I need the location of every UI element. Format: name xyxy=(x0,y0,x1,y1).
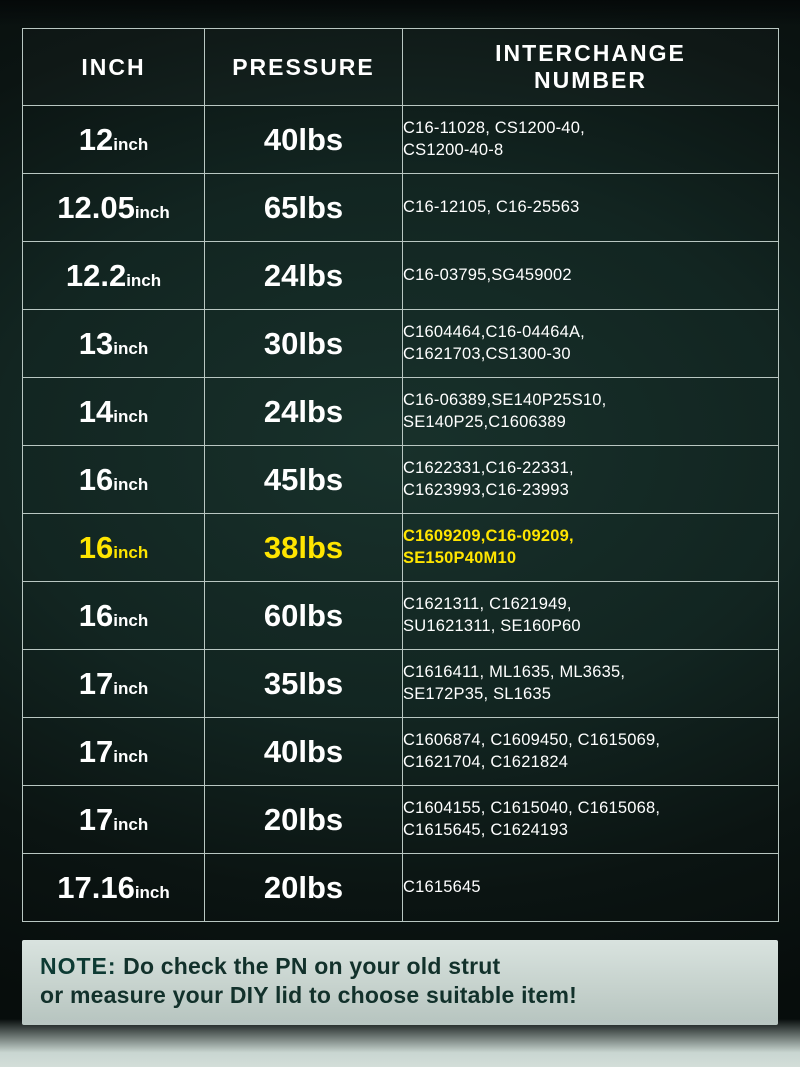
cell-inch xyxy=(23,106,205,174)
pressure-value: 24lbs xyxy=(263,257,344,293)
interchange-line-2: C1623993,C16-23993 xyxy=(403,480,569,499)
inch-unit: inch xyxy=(113,474,149,494)
cell-interchange-number xyxy=(403,582,779,650)
inch-value: 17 xyxy=(78,733,114,769)
inch-unit: inch xyxy=(113,542,149,562)
note-banner xyxy=(22,940,778,1025)
inch-unit: inch xyxy=(113,814,149,834)
cell-pressure xyxy=(205,242,403,310)
pressure-value: 40lbs xyxy=(263,733,344,769)
cell-pressure xyxy=(205,718,403,786)
cell-interchange-number xyxy=(403,854,779,922)
interchange-line-2: CS1200-40-8 xyxy=(403,140,504,159)
table-row xyxy=(23,582,779,650)
inch-value: 12.2 xyxy=(65,257,127,293)
pressure-value: 35lbs xyxy=(263,665,344,701)
interchange-line-1: C1609209,C16-09209, xyxy=(403,526,574,545)
table-header xyxy=(23,29,779,106)
pressure-value: 45lbs xyxy=(263,461,344,497)
cell-pressure xyxy=(205,446,403,514)
cell-pressure xyxy=(205,650,403,718)
table-row xyxy=(23,854,779,922)
inch-value: 12.05 xyxy=(57,189,135,225)
cell-interchange-number xyxy=(403,650,779,718)
interchange-line-2: SE172P35, SL1635 xyxy=(403,684,552,703)
interchange-line-1: C1622331,C16-22331, xyxy=(403,458,574,477)
cell-interchange-number xyxy=(403,786,779,854)
table-row xyxy=(23,514,779,582)
cell-interchange-number xyxy=(403,378,779,446)
inch-value: 17.16 xyxy=(57,869,135,905)
bottom-gradient xyxy=(0,1019,800,1067)
column-header-pressure: PRESSURE xyxy=(205,29,403,106)
column-header-inch: INCH xyxy=(23,29,205,106)
interchange-line-1: C16-12105, C16-25563 xyxy=(403,197,580,216)
column-header-interchange-line2: NUMBER xyxy=(534,67,647,93)
note-text-line1: Do check the PN on your old strut xyxy=(116,953,501,979)
inch-unit: inch xyxy=(134,882,170,902)
column-header-interchange-number xyxy=(403,29,779,106)
note-text-line2: or measure your DIY lid to choose suitable item! xyxy=(40,982,578,1009)
note-label: NOTE: xyxy=(40,953,117,979)
cell-pressure xyxy=(205,378,403,446)
cell-inch xyxy=(23,582,205,650)
interchange-line-1: C1604464,C16-04464A, xyxy=(403,322,585,341)
cell-inch xyxy=(23,242,205,310)
interchange-line-1: C1606874, C1609450, C1615069, xyxy=(403,730,661,749)
cell-pressure xyxy=(205,174,403,242)
inch-unit: inch xyxy=(113,338,149,358)
interchange-line-2: C1621704, C1621824 xyxy=(403,752,569,771)
cell-pressure xyxy=(205,854,403,922)
cell-interchange-number xyxy=(403,310,779,378)
cell-interchange-number xyxy=(403,106,779,174)
inch-unit: inch xyxy=(113,746,149,766)
pressure-value: 38lbs xyxy=(263,529,344,565)
cell-inch xyxy=(23,514,205,582)
interchange-line-1: C1604155, C1615040, C1615068, xyxy=(403,798,661,817)
inch-value: 12 xyxy=(78,121,114,157)
inch-unit: inch xyxy=(113,678,149,698)
cell-interchange-number xyxy=(403,242,779,310)
table-row xyxy=(23,786,779,854)
pressure-value: 30lbs xyxy=(263,325,344,361)
inch-unit: inch xyxy=(126,270,162,290)
pressure-value: 20lbs xyxy=(263,801,344,837)
interchange-line-2: SE140P25,C1606389 xyxy=(403,412,567,431)
interchange-line-2: SU1621311, SE160P60 xyxy=(403,616,581,635)
interchange-spec-table xyxy=(22,28,779,922)
cell-inch xyxy=(23,718,205,786)
interchange-line-2: SE150P40M10 xyxy=(403,548,517,567)
inch-value: 13 xyxy=(78,325,114,361)
inch-unit: inch xyxy=(113,134,149,154)
interchange-line-1: C16-06389,SE140P25S10, xyxy=(403,390,607,409)
cell-pressure xyxy=(205,786,403,854)
table-header-row xyxy=(23,29,779,106)
inch-unit: inch xyxy=(113,406,149,426)
pressure-value: 65lbs xyxy=(263,189,344,225)
cell-pressure xyxy=(205,310,403,378)
interchange-line-1: C1621311, C1621949, xyxy=(403,594,572,613)
inch-value: 16 xyxy=(78,461,114,497)
table-row xyxy=(23,174,779,242)
table-body xyxy=(23,106,779,922)
table-row xyxy=(23,378,779,446)
spec-table-container xyxy=(22,28,778,922)
note-line-1 xyxy=(40,952,760,981)
interchange-line-1: C16-03795,SG459002 xyxy=(403,265,572,284)
cell-inch xyxy=(23,650,205,718)
cell-inch xyxy=(23,310,205,378)
cell-inch xyxy=(23,854,205,922)
interchange-line-1: C16-11028, CS1200-40, xyxy=(403,118,585,137)
interchange-line-1: C1616411, ML1635, ML3635, xyxy=(403,662,626,681)
column-header-interchange-line1: INTERCHANGE xyxy=(495,39,686,66)
table-row xyxy=(23,650,779,718)
inch-value: 17 xyxy=(78,801,114,837)
interchange-line-1: C1615645 xyxy=(403,877,481,896)
cell-pressure xyxy=(205,582,403,650)
cell-interchange-number xyxy=(403,718,779,786)
cell-inch xyxy=(23,174,205,242)
interchange-line-2: C1615645, C1624193 xyxy=(403,820,569,839)
table-row xyxy=(23,106,779,174)
cell-inch xyxy=(23,378,205,446)
pressure-value: 20lbs xyxy=(263,869,344,905)
table-row xyxy=(23,446,779,514)
pressure-value: 24lbs xyxy=(263,393,344,429)
cell-pressure xyxy=(205,106,403,174)
inch-value: 16 xyxy=(78,529,114,565)
cell-pressure xyxy=(205,514,403,582)
cell-inch xyxy=(23,446,205,514)
table-row xyxy=(23,310,779,378)
inch-unit: inch xyxy=(134,202,170,222)
inch-unit: inch xyxy=(113,610,149,630)
cell-interchange-number xyxy=(403,174,779,242)
cell-inch xyxy=(23,786,205,854)
inch-value: 17 xyxy=(78,665,114,701)
inch-value: 14 xyxy=(78,393,114,429)
inch-value: 16 xyxy=(78,597,114,633)
pressure-value: 40lbs xyxy=(263,121,344,157)
cell-interchange-number xyxy=(403,446,779,514)
pressure-value: 60lbs xyxy=(263,597,344,633)
table-row xyxy=(23,242,779,310)
interchange-line-2: C1621703,CS1300-30 xyxy=(403,344,571,363)
cell-interchange-number xyxy=(403,514,779,582)
table-row xyxy=(23,718,779,786)
